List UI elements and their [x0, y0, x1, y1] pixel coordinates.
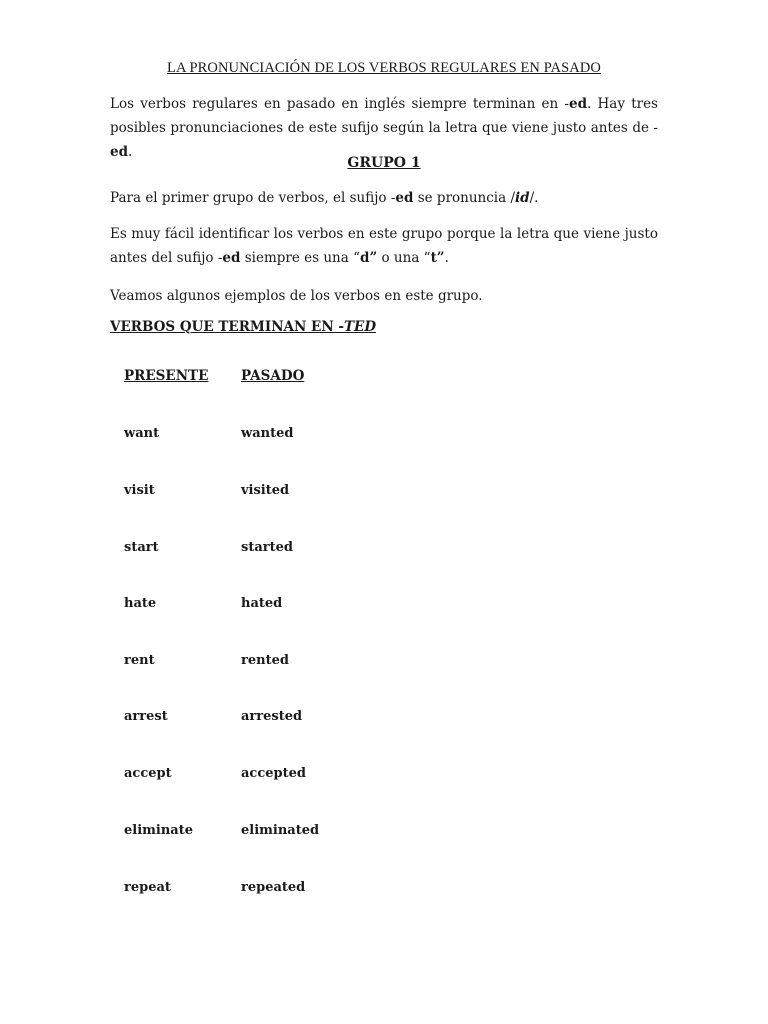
identify-text-1: Es muy fácil identificar los verbos en este grupo porque la letra que viene justo antes del sufijo - — [110, 226, 658, 266]
past-verb: accepted — [241, 766, 306, 781]
table-row — [124, 766, 424, 786]
intro-bold-1: ed — [568, 96, 588, 112]
identify-text-3: o una “ — [377, 250, 431, 266]
document-title: LA PRONUNCIACIÓN DE LOS VERBOS REGULARES EN PASADO — [166, 60, 601, 76]
present-verb: want — [124, 426, 160, 441]
past-verb: visited — [241, 483, 290, 498]
group-paragraph — [110, 186, 658, 210]
past-verb: wanted — [241, 426, 294, 441]
table-row — [124, 540, 424, 560]
past-verb: rented — [241, 653, 289, 668]
present-verb: visit — [124, 483, 155, 498]
identify-text-4: . — [444, 250, 449, 266]
present-verb: repeat — [124, 880, 171, 895]
intro-paragraph — [110, 92, 658, 164]
section-heading — [110, 319, 376, 335]
past-verb: eliminated — [241, 823, 320, 838]
present-verb: arrest — [124, 709, 168, 724]
table-header-row — [124, 368, 424, 388]
table-row — [124, 483, 424, 503]
header-presente: PRESENTE — [124, 368, 209, 384]
intro-text-1: Los verbos regulares en pasado en inglés siempre terminan en - — [110, 96, 569, 112]
intro-text-2: . Hay tres posibles pronunciaciones de este sufijo según la letra que viene justo antes de - — [110, 96, 658, 136]
group-bold-1: ed — [395, 190, 414, 206]
section-heading-prefix: VERBOS QUE TERMINAN EN - — [110, 319, 344, 335]
group-heading: GRUPO 1 — [347, 155, 421, 171]
table-row — [124, 596, 424, 616]
past-verb: started — [241, 540, 293, 555]
group-text-2: se pronuncia / — [413, 190, 515, 206]
present-verb: rent — [124, 653, 155, 668]
table-row — [124, 653, 424, 673]
present-verb: eliminate — [124, 823, 193, 838]
group-text-1: Para el primer grupo de verbos, el sufijo - — [110, 190, 396, 206]
group-bold-2: id — [515, 190, 530, 206]
table-row — [124, 709, 424, 729]
past-verb: hated — [241, 596, 283, 611]
present-verb: hate — [124, 596, 157, 611]
table-row — [124, 823, 424, 843]
section-heading-suffix: TED — [343, 319, 377, 335]
identify-bold-3: t” — [430, 250, 445, 266]
present-verb: accept — [124, 766, 172, 781]
identify-bold-1: ed — [222, 250, 241, 266]
intro-text-3: . — [128, 144, 133, 160]
past-verb: repeated — [241, 880, 306, 895]
identify-text-2: siempre es una “ — [240, 250, 360, 266]
intro-bold-2: ed — [110, 144, 129, 160]
group-text-3: /. — [529, 190, 539, 206]
examples-paragraph: Veamos algunos ejemplos de los verbos en este grupo. — [110, 288, 483, 304]
past-verb: arrested — [241, 709, 303, 724]
identify-bold-2: d” — [360, 250, 378, 266]
identify-paragraph — [110, 222, 658, 270]
present-verb: start — [124, 540, 159, 555]
table-row — [124, 426, 424, 446]
header-pasado: PASADO — [241, 368, 305, 384]
table-row — [124, 880, 424, 900]
